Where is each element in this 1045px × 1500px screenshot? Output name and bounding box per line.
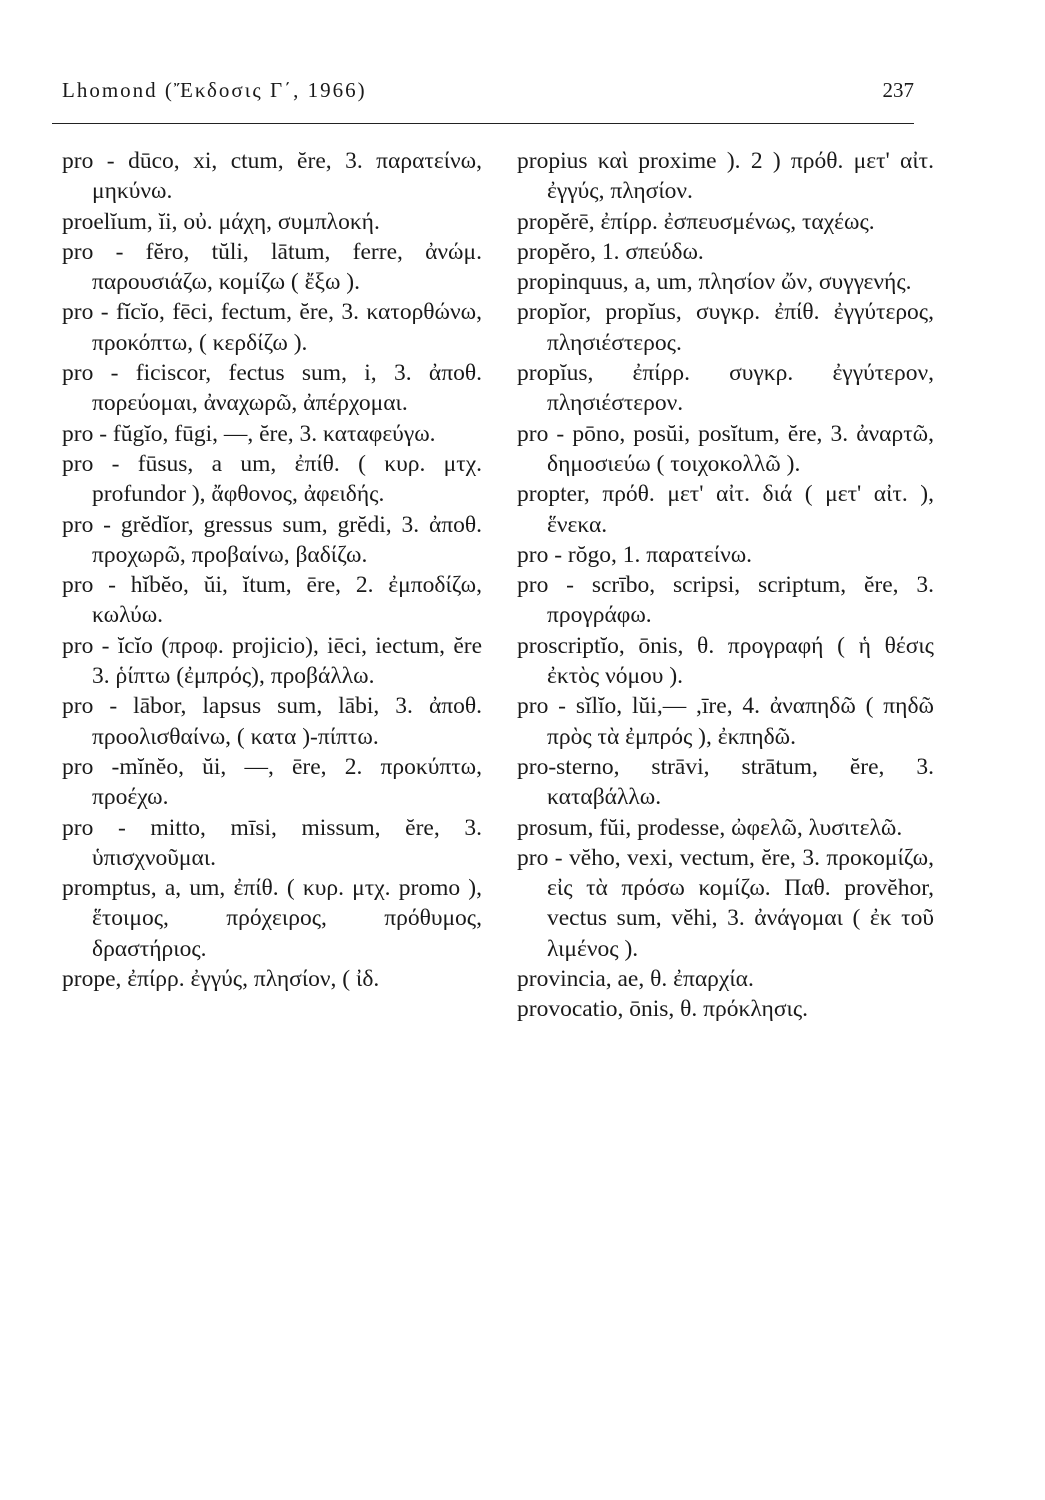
dictionary-entry: pro - fŭgĭo, fūgi, —, ĕre, 3. καταφεύγω. (62, 420, 436, 447)
dictionary-entry: propĕro, 1. σπεύδω. (517, 238, 704, 265)
dictionary-entry: pro - vĕho, vexi, vectum, ĕre, 3. προκομίζω, εἰς τὰ πρόσω κομίζω. Παθ. provĕhor, vectus sum, vĕhi, 3. ἀνάγομαι ( ἐκ τοῦ λιμένος ). (517, 844, 934, 962)
dictionary-entry: prope, ἐπίρρ. ἐγγύς, πλησίον, ( ἰδ. (62, 966, 380, 993)
dictionary-entry: propter, πρόθ. μετ' αἰτ. διά ( μετ' αἰτ. ), ἕνεκα. (517, 481, 934, 538)
dictionary-entry: propius καὶ proxime ). 2 ) πρόθ. μετ' αἰτ. ἐγγύς, πλησίον. (517, 148, 934, 205)
page-header (60, 76, 914, 116)
dictionary-entry: pro - lābor, lapsus sum, lābi, 3. ἀποθ. προολισθαίνω, ( κατα )-πίπτω. (62, 693, 482, 750)
dictionary-entry: pro - mitto, mīsi, missum, ĕre, 3. ὑπισχνοῦμαι. (62, 814, 482, 871)
dictionary-entry: propinquus, a, um, πλησίον ὤν, συγγενής. (517, 269, 912, 296)
dictionary-entry: pro -mĭnĕo, ŭi, —, ēre, 2. προκύπτω, προέχω. (62, 753, 482, 811)
dictionary-entry: pro - grĕdĭor, gressus sum, grĕdi, 3. ἀποθ. προχωρῶ, προβαίνω, βαδίζω. (62, 511, 482, 568)
dictionary-entry: pro - fĭcĭo, fēci, fectum, ĕre, 3. κατορθώνω, προκόπτω, ( κερδίζω ). (62, 299, 482, 356)
header-rule (52, 123, 914, 124)
dictionary-entry: pro - ficiscor, fectus sum, i, 3. ἀποθ. πορεύομαι, ἀναχωρῶ, ἀπέρχομαι. (62, 360, 482, 417)
dictionary-entry: proscriptĭo, ōnis, θ. προγραφή ( ἡ θέσις ἐκτὸς νόμου ). (517, 632, 934, 690)
dictionary-entry: prosum, fŭi, prodesse, ὠφελῶ, λυσιτελῶ. (517, 814, 903, 841)
left-column (62, 146, 482, 994)
dictionary-entry: pro - scrībo, scripsi, scriptum, ĕre, 3. προγράφω. (517, 572, 934, 629)
dictionary-entry: pro - ĭcĭo (προφ. projicio), iēci, iectum, ĕre 3. ῥίπτω (ἐμπρός), προβάλλω. (62, 632, 482, 690)
dictionary-entry: pro - hĭbĕo, ŭi, ĭtum, ēre, 2. ἐμποδίζω, κωλύω. (62, 572, 482, 629)
running-head: Lhomond (Ἔκδοσις Γ΄, 1966) (62, 78, 367, 102)
dictionary-entry: pro - sĭlĭo, lŭi,— ,īre, 4. ἀναπηδῶ ( πηδῶ πρὸς τὰ ἐμπρός ), ἐκπηδῶ. (517, 693, 934, 750)
dictionary-entry: propĭus, ἐπίρρ. συγκρ. ἐγγύτερον, πλησιέστερον. (517, 360, 934, 417)
dictionary-entry: promptus, a, um, ἐπίθ. ( κυρ. μτχ. promo ), ἕτοιμος, πρόχειρος, πρόθυμος, δραστήριος. (62, 875, 482, 962)
right-column (517, 146, 934, 1025)
dictionary-entry: pro - rŏgo, 1. παρατείνω. (517, 541, 753, 568)
dictionary-entry: proelĭum, ĭi, οὐ. μάχη, συμπλοκή. (62, 208, 380, 235)
dictionary-entry: pro - pōno, posŭi, posĭtum, ĕre, 3. ἀναρτῶ, δημοσιεύω ( τοιχοκολλῶ ). (517, 420, 934, 477)
dictionary-entry: pro - fĕro, tŭli, lātum, ferre, ἀνώμ. παρουσιάζω, κομίζω ( ἔξω ). (62, 238, 482, 296)
dictionary-entry: provincia, ae, θ. ἐπαρχία. (517, 966, 754, 993)
dictionary-entry: propĭor, propĭus, συγκρ. ἐπίθ. ἐγγύτερος, πλησιέστερος. (517, 299, 934, 356)
dictionary-entry: provocatio, ōnis, θ. πρόκλησις. (517, 996, 809, 1023)
dictionary-entry: propĕrē, ἐπίρρ. ἐσπευσμένως, ταχέως. (517, 208, 875, 235)
dictionary-entry: pro - dūco, xi, ctum, ĕre, 3. παρατείνω, μηκύνω. (62, 148, 482, 205)
page-number: 237 (882, 78, 914, 102)
dictionary-entry: pro-sterno, strāvi, strātum, ĕre, 3. καταβάλλω. (517, 753, 934, 811)
dictionary-entry: pro - fūsus, a um, ἐπίθ. ( κυρ. μτχ. profundor ), ἄφθονος, ἀφειδής. (62, 450, 482, 508)
